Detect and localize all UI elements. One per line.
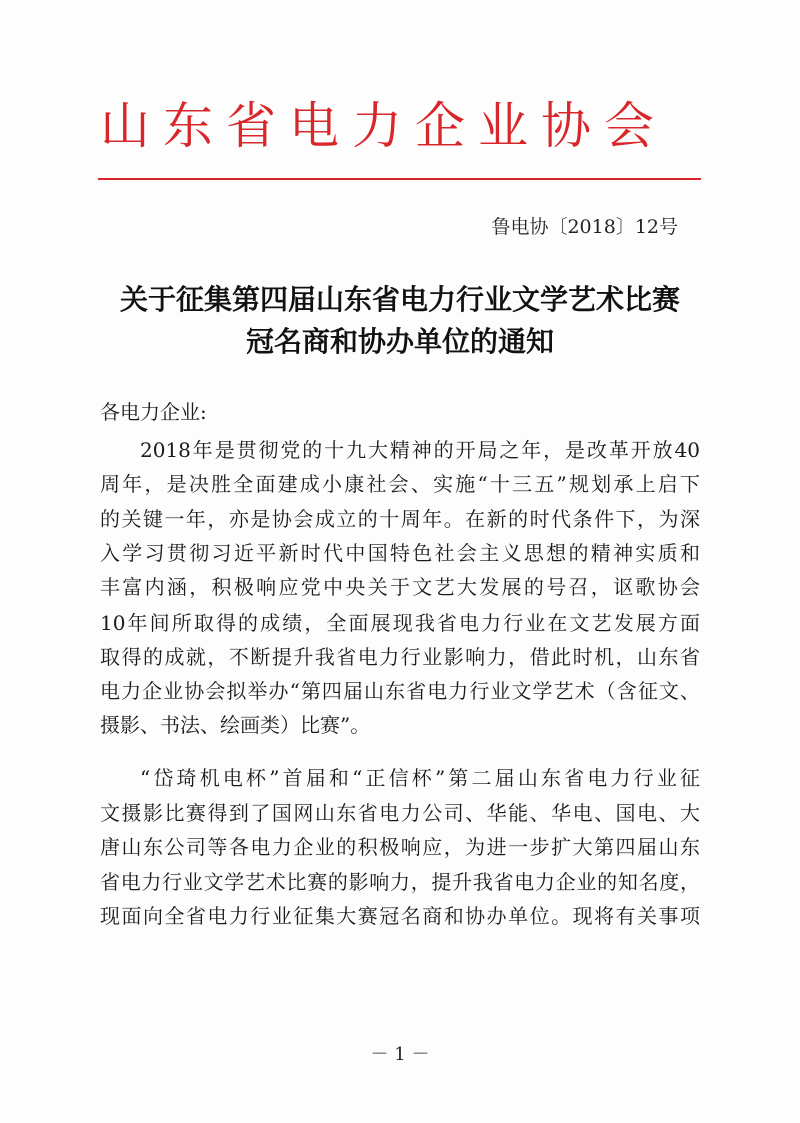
paragraph-2-line-4: 省电力行业文学艺术比赛的影响力，提升我省电力企业的知名度，	[100, 870, 700, 894]
document-title-line-2: 冠名商和协办单位的通知	[245, 325, 554, 358]
organization-letterhead: 山东省电力企业协会	[100, 97, 667, 155]
paragraph-2-line-2: 文摄影比赛得到了国网山东省电力公司、华能、华电、国电、大	[100, 801, 700, 825]
paragraph-1-line-2: 周年，是决胜全面建成小康社会、实施“十三五”规划承上启下	[100, 472, 700, 496]
paragraph-1-line-8: 电力企业协会拟举办“第四届山东省电力行业文学艺术（含征文、	[100, 679, 700, 703]
paragraph-1-line-6: 10年间所取得的成绩，全面展现我省电力行业在文艺发展方面	[100, 611, 700, 635]
paragraph-2-line-5: 现面向全省电力行业征集大赛冠名商和协办单位。现将有关事项	[100, 904, 700, 928]
paragraph-1-line-3: 的关键一年，亦是协会成立的十周年。在新的时代条件下，为深	[100, 507, 700, 531]
paragraph-1-line-4: 入学习贯彻习近平新时代中国特色社会主义思想的精神实质和	[100, 541, 700, 565]
paragraph-2-line-1: “岱琦机电杯”首届和“正信杯”第二届山东省电力行业征	[140, 766, 700, 790]
salutation: 各电力企业:	[100, 400, 207, 424]
paragraph-2-line-3: 唐山东公司等各电力企业的积极响应，为进一步扩大第四届山东	[100, 835, 700, 859]
paragraph-1-line-1: 2018年是贯彻党的十九大精神的开局之年，是改革开放40	[140, 438, 700, 462]
document-number: 鲁电协〔2018〕12号	[491, 216, 678, 238]
letterhead-red-rule	[98, 178, 701, 180]
page-number: － 1 －	[370, 1044, 430, 1065]
document-title-line-1: 关于征集第四届山东省电力行业文学艺术比赛	[119, 283, 680, 316]
paragraph-1-line-5: 丰富内涵，积极响应党中央关于文艺大发展的号召，讴歌协会	[100, 575, 700, 599]
paragraph-1-line-9: 摄影、书法、绘画类）比赛”。	[100, 713, 371, 737]
paragraph-1-line-7: 取得的成就，不断提升我省电力行业影响力，借此时机，山东省	[100, 645, 700, 669]
